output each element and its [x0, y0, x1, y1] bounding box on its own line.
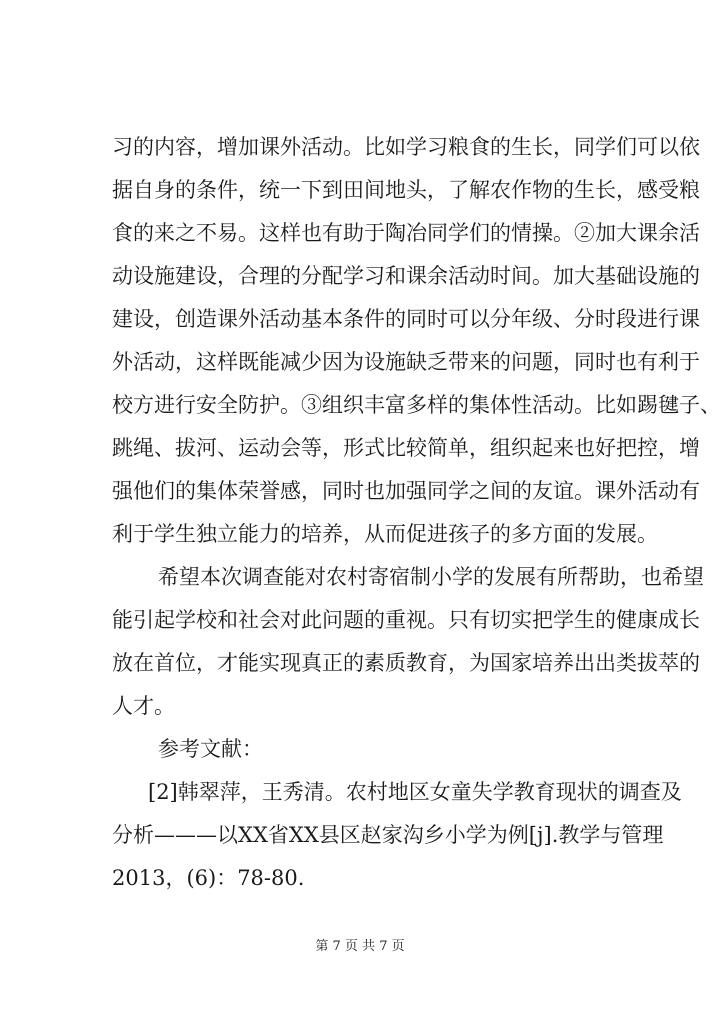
paragraph-line: 人才。	[112, 694, 175, 718]
reference-line: [2]韩翠萍，王秀清。农村地区女童失学教育现状的调查及	[148, 780, 682, 804]
paragraph-line: 强他们的集体荣誉感，同时也加强同学之间的友谊。课外活动有	[112, 479, 700, 503]
paragraph-line: 食的来之不易。这样也有助于陶冶同学们的情操。②加大课余活	[112, 221, 700, 245]
references-heading: 参考文献：	[158, 737, 263, 761]
paragraph-line: 能引起学校和社会对此问题的重视。只有切实把学生的健康成长	[112, 608, 700, 632]
paragraph-line: 外活动，这样既能减少因为设施缺乏带来的问题，同时也有利于	[112, 350, 700, 374]
paragraph-line: 利于学生独立能力的培养，从而促进孩子的多方面的发展。	[112, 522, 658, 546]
paragraph-line: 习的内容，增加课外活动。比如学习粮食的生长，同学们可以依	[112, 135, 700, 159]
reference-line: 2013，(6)：78-80.	[112, 866, 305, 890]
paragraph-line: 据自身的条件，统一下到田间地头，了解农作物的生长，感受粮	[112, 178, 700, 202]
paragraph-line: 放在首位，才能实现真正的素质教育，为国家培养出出类拔萃的	[112, 651, 700, 675]
reference-line: 分析———以XX省XX县区赵家沟乡小学为例[j].教学与管理	[112, 823, 664, 847]
page-number-footer: 第 7 页 共 7 页	[315, 939, 405, 954]
paragraph-line: 校方进行安全防护。③组织丰富多样的集体性活动。比如踢毽子、	[112, 393, 721, 417]
paragraph-line: 建设，创造课外活动基本条件的同时可以分年级、分时段进行课	[112, 307, 700, 331]
paragraph-line: 动设施建设，合理的分配学习和课余活动时间。加大基础设施的	[112, 264, 700, 288]
paragraph-line: 跳绳、拔河、运动会等，形式比较简单，组织起来也好把控，增	[112, 436, 700, 460]
paragraph-line: 希望本次调查能对农村寄宿制小学的发展有所帮助，也希望	[158, 565, 704, 589]
